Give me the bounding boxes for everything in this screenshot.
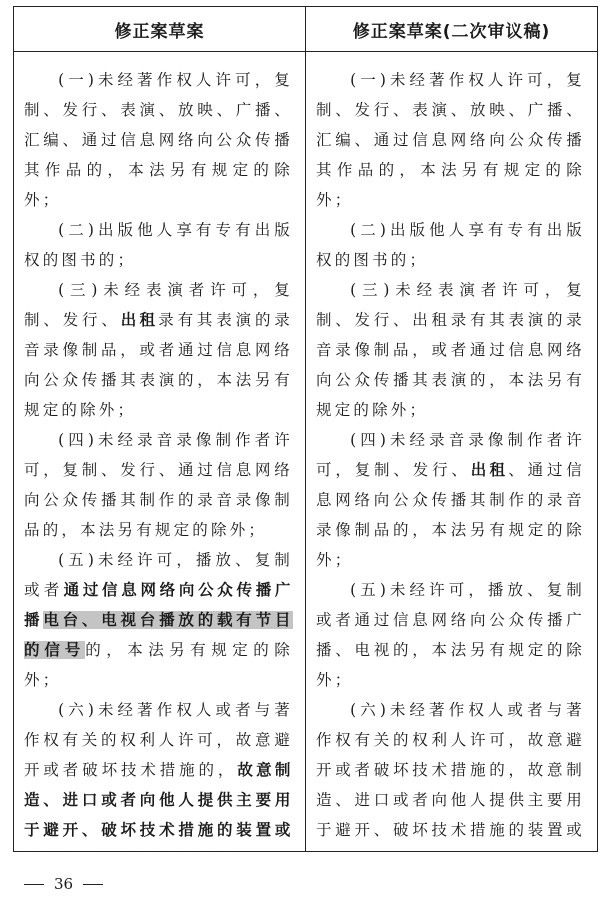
- header-second-review-draft: 修正案草案(二次审议稿): [305, 7, 597, 51]
- second-review-item-4: [316, 425, 585, 575]
- second-review-item-1-text: (一)未经著作权人许可，复制、发行、表演、放映、广播、汇编、通过信息网络向公众传播其作品的，本法另有规定的除外；: [316, 71, 585, 209]
- page-footer: [0, 872, 120, 896]
- second-review-item-6: [316, 695, 585, 852]
- second-review-item-1: [316, 65, 585, 215]
- comparison-table: [13, 6, 598, 852]
- draft-item-6-amendment: 故意制造、进口或者向他人提供主要用于避开、破坏技术措施的装置或: [24, 761, 293, 839]
- draft-item-5-amendment: 通过信息网络向公众传播广播: [24, 581, 294, 629]
- second-review-item-2: [316, 215, 585, 275]
- footer-dash-left: [24, 884, 44, 885]
- draft-item-2-text: (二)出版他人享有专有出版权的图书的；: [24, 221, 293, 269]
- draft-item-4-text: (四)未经录音录像制作者许可，复制、发行、通过信息网络向公众传播其制作的录音录像制品的，本法另有规定的除外；: [24, 431, 293, 539]
- second-review-item-4-text-end: 、通过信息网络向公众传播其制作的录音录像制品的，本法另有规定的除外；: [316, 461, 585, 569]
- second-review-item-5: [316, 575, 585, 695]
- draft-column: [14, 52, 305, 852]
- draft-item-3-text-end: 录有其表演的录音录像制品，或者通过信息网络向公众传播其表演的，本法另有规定的除外；: [24, 311, 294, 419]
- draft-item-2: [24, 215, 293, 275]
- draft-item-5: [24, 545, 293, 695]
- second-review-column: [305, 52, 597, 852]
- draft-item-5-text-end: 的，本法另有规定的除外；: [24, 641, 293, 689]
- draft-item-5-text: (五)未经许可，播放、复制或者: [24, 551, 293, 599]
- second-review-item-3-text: (三)未经表演者许可，复制、发行、出租录有其表演的录音录像制品，或者通过信息网络向公众传播其表演的，本法另有规定的除外；: [316, 281, 585, 419]
- second-review-item-4-amendment: 出租: [470, 461, 509, 479]
- second-review-item-2-text: (二)出版他人享有专有出版权的图书的；: [316, 221, 585, 269]
- draft-item-3-amendment: 出租: [120, 311, 159, 329]
- table-body-row: [14, 52, 597, 852]
- draft-item-6: [24, 695, 293, 852]
- draft-item-1: [24, 65, 293, 215]
- footer-dash-right: [83, 884, 103, 885]
- draft-item-5-highlighted-amendment: 电台、电视台播放的载有节目的信号: [24, 611, 293, 659]
- second-review-item-3: [316, 275, 585, 425]
- draft-item-4: [24, 425, 293, 545]
- draft-item-3-text: (三)未经表演者许可，复制、发行、: [24, 281, 293, 329]
- second-review-item-4-text: (四)未经录音录像制作者许可，复制、发行、: [316, 431, 585, 479]
- draft-item-1-text: (一)未经著作权人许可，复制、发行、表演、放映、广播、汇编、通过信息网络向公众传播其作品的，本法另有规定的除外；: [24, 71, 293, 209]
- second-review-item-5-text: (五)未经许可，播放、复制或者通过信息网络向公众传播广播、电视的，本法另有规定的除外；: [316, 581, 585, 689]
- page-number: 36: [54, 875, 74, 893]
- header-draft: 修正案草案: [114, 21, 205, 42]
- draft-item-6-text: (六)未经著作权人或者与著作权有关的权利人许可，故意避开或者破坏技术措施的，: [24, 701, 293, 779]
- draft-item-3: [24, 275, 293, 425]
- table-header-row: [14, 7, 597, 52]
- second-review-item-6-text: (六)未经著作权人或者与著作权有关的权利人许可，故意避开或者破坏技术措施的，故意制造、进口或者向他人提供主要用于避开、破坏技术措施的装置或: [316, 701, 585, 839]
